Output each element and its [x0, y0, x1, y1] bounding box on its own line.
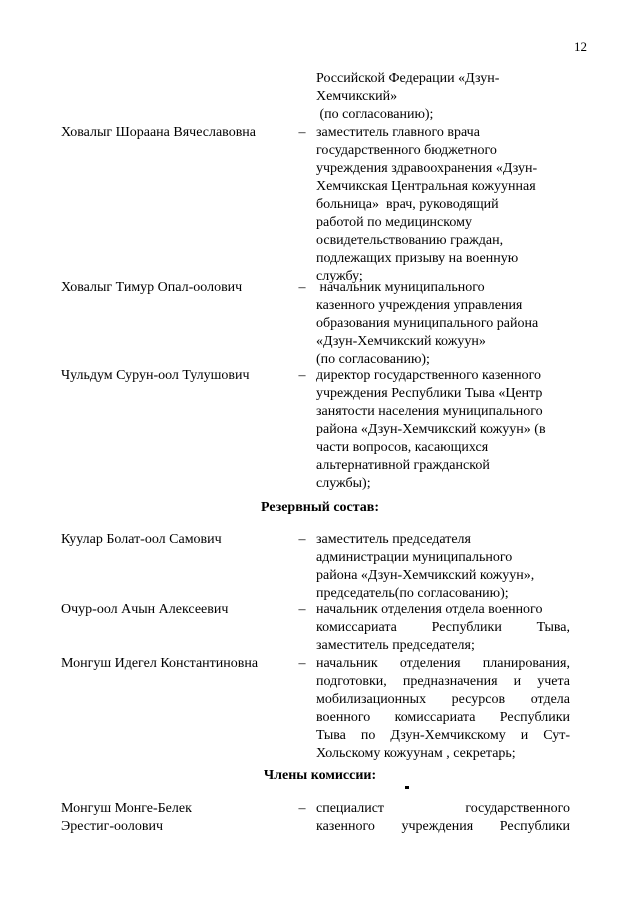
dash-separator: –	[298, 656, 306, 671]
dash-separator: –	[298, 801, 306, 816]
dash-separator: –	[298, 280, 306, 295]
text-line: заместитель председателя;	[316, 638, 475, 653]
text-line: больница» врач, руководящий	[316, 197, 499, 212]
text-line: начальник муниципального	[316, 280, 485, 295]
member-role	[316, 367, 570, 493]
member-role	[316, 124, 570, 286]
member-name: Ховалыг Шораана Вячеславовна	[61, 125, 257, 140]
text-line: учреждения Республики Тыва «Центр	[316, 386, 543, 401]
text-line: специалист государственного	[316, 801, 570, 816]
text-line: Монгуш Монге-Белек	[61, 801, 192, 816]
member-name: Очур-оол Ачын Алексеевич	[61, 602, 229, 617]
text-line: председатель(по согласованию);	[316, 586, 509, 601]
dash-separator: –	[298, 125, 306, 140]
text-line: (по согласованию);	[316, 107, 434, 122]
text-line: службы);	[316, 476, 371, 491]
text-line: службу;	[316, 269, 363, 284]
text-line: района «Дзун-Хемчикский кожуун»,	[316, 568, 535, 583]
text-line: подлежащих призыву на военную	[316, 251, 519, 266]
dash-separator: –	[298, 602, 306, 617]
text-line: «Дзун-Хемчикский кожуун»	[316, 334, 486, 349]
dash-separator: –	[298, 368, 306, 383]
scan-mark	[405, 786, 409, 789]
member-name: Куулар Болат-оол Самович	[61, 532, 222, 547]
text-line: государственного бюджетного	[316, 143, 497, 158]
text-line: мобилизационных ресурсов отдела	[316, 692, 570, 707]
text-line: работой по медицинскому	[316, 215, 472, 230]
text-line: занятости населения муниципального	[316, 404, 543, 419]
text-line: альтернативной гражданской	[316, 458, 490, 473]
text-line: Российской Федерации «Дзун-	[316, 71, 500, 86]
member-name	[61, 800, 291, 836]
member-name: Монгуш Идегел Константиновна	[61, 656, 259, 671]
text-line: подготовки, предназначения и учета	[316, 674, 570, 689]
reserve-heading: Резервный состав:	[260, 500, 380, 515]
text-line: администрации муниципального	[316, 550, 513, 565]
text-line: части вопросов, касающихся	[316, 440, 489, 455]
text-line: начальник отделения планирования,	[316, 656, 570, 671]
text-line: Тыва по Дзун-Хемчикскому и Сут-	[316, 728, 570, 743]
text-line: военного комиссариата Республики	[316, 710, 570, 725]
member-role	[316, 531, 570, 603]
text-line: учреждения здравоохранения «Дзун-	[316, 161, 538, 176]
member-name: Ховалыг Тимур Опал-оолович	[61, 280, 243, 295]
member-role	[316, 601, 570, 655]
member-role	[316, 800, 570, 836]
continuation-text	[316, 70, 570, 124]
text-line: района «Дзун-Хемчикский кожуун» (в	[316, 422, 546, 437]
text-line: заместитель председателя	[316, 532, 471, 547]
text-line: освидетельствованию граждан,	[316, 233, 504, 248]
text-line: заместитель главного врача	[316, 125, 480, 140]
members-heading: Члены комиссии:	[263, 768, 377, 783]
text-line: начальник отделения отдела военного	[316, 602, 543, 617]
text-line: комиссариата Республики Тыва,	[316, 620, 570, 635]
text-line: (по согласованию);	[316, 352, 430, 367]
text-line: Эрестиг-оолович	[61, 819, 163, 834]
text-line: образования муниципального района	[316, 316, 539, 331]
dash-separator: –	[298, 532, 306, 547]
text-line: казенного учреждения Республики	[316, 819, 570, 834]
text-line: Хемчикский»	[316, 89, 398, 104]
member-role	[316, 655, 570, 763]
text-line: казенного учреждения управления	[316, 298, 523, 313]
page-number: 12	[574, 39, 587, 54]
text-line: директор государственного казенного	[316, 368, 541, 383]
member-role	[316, 279, 570, 369]
text-line: Хольскому кожуунам , секретарь;	[316, 746, 516, 761]
member-name: Чульдум Сурун-оол Тулушович	[61, 368, 250, 383]
text-line: Хемчикская Центральная кожуунная	[316, 179, 536, 194]
